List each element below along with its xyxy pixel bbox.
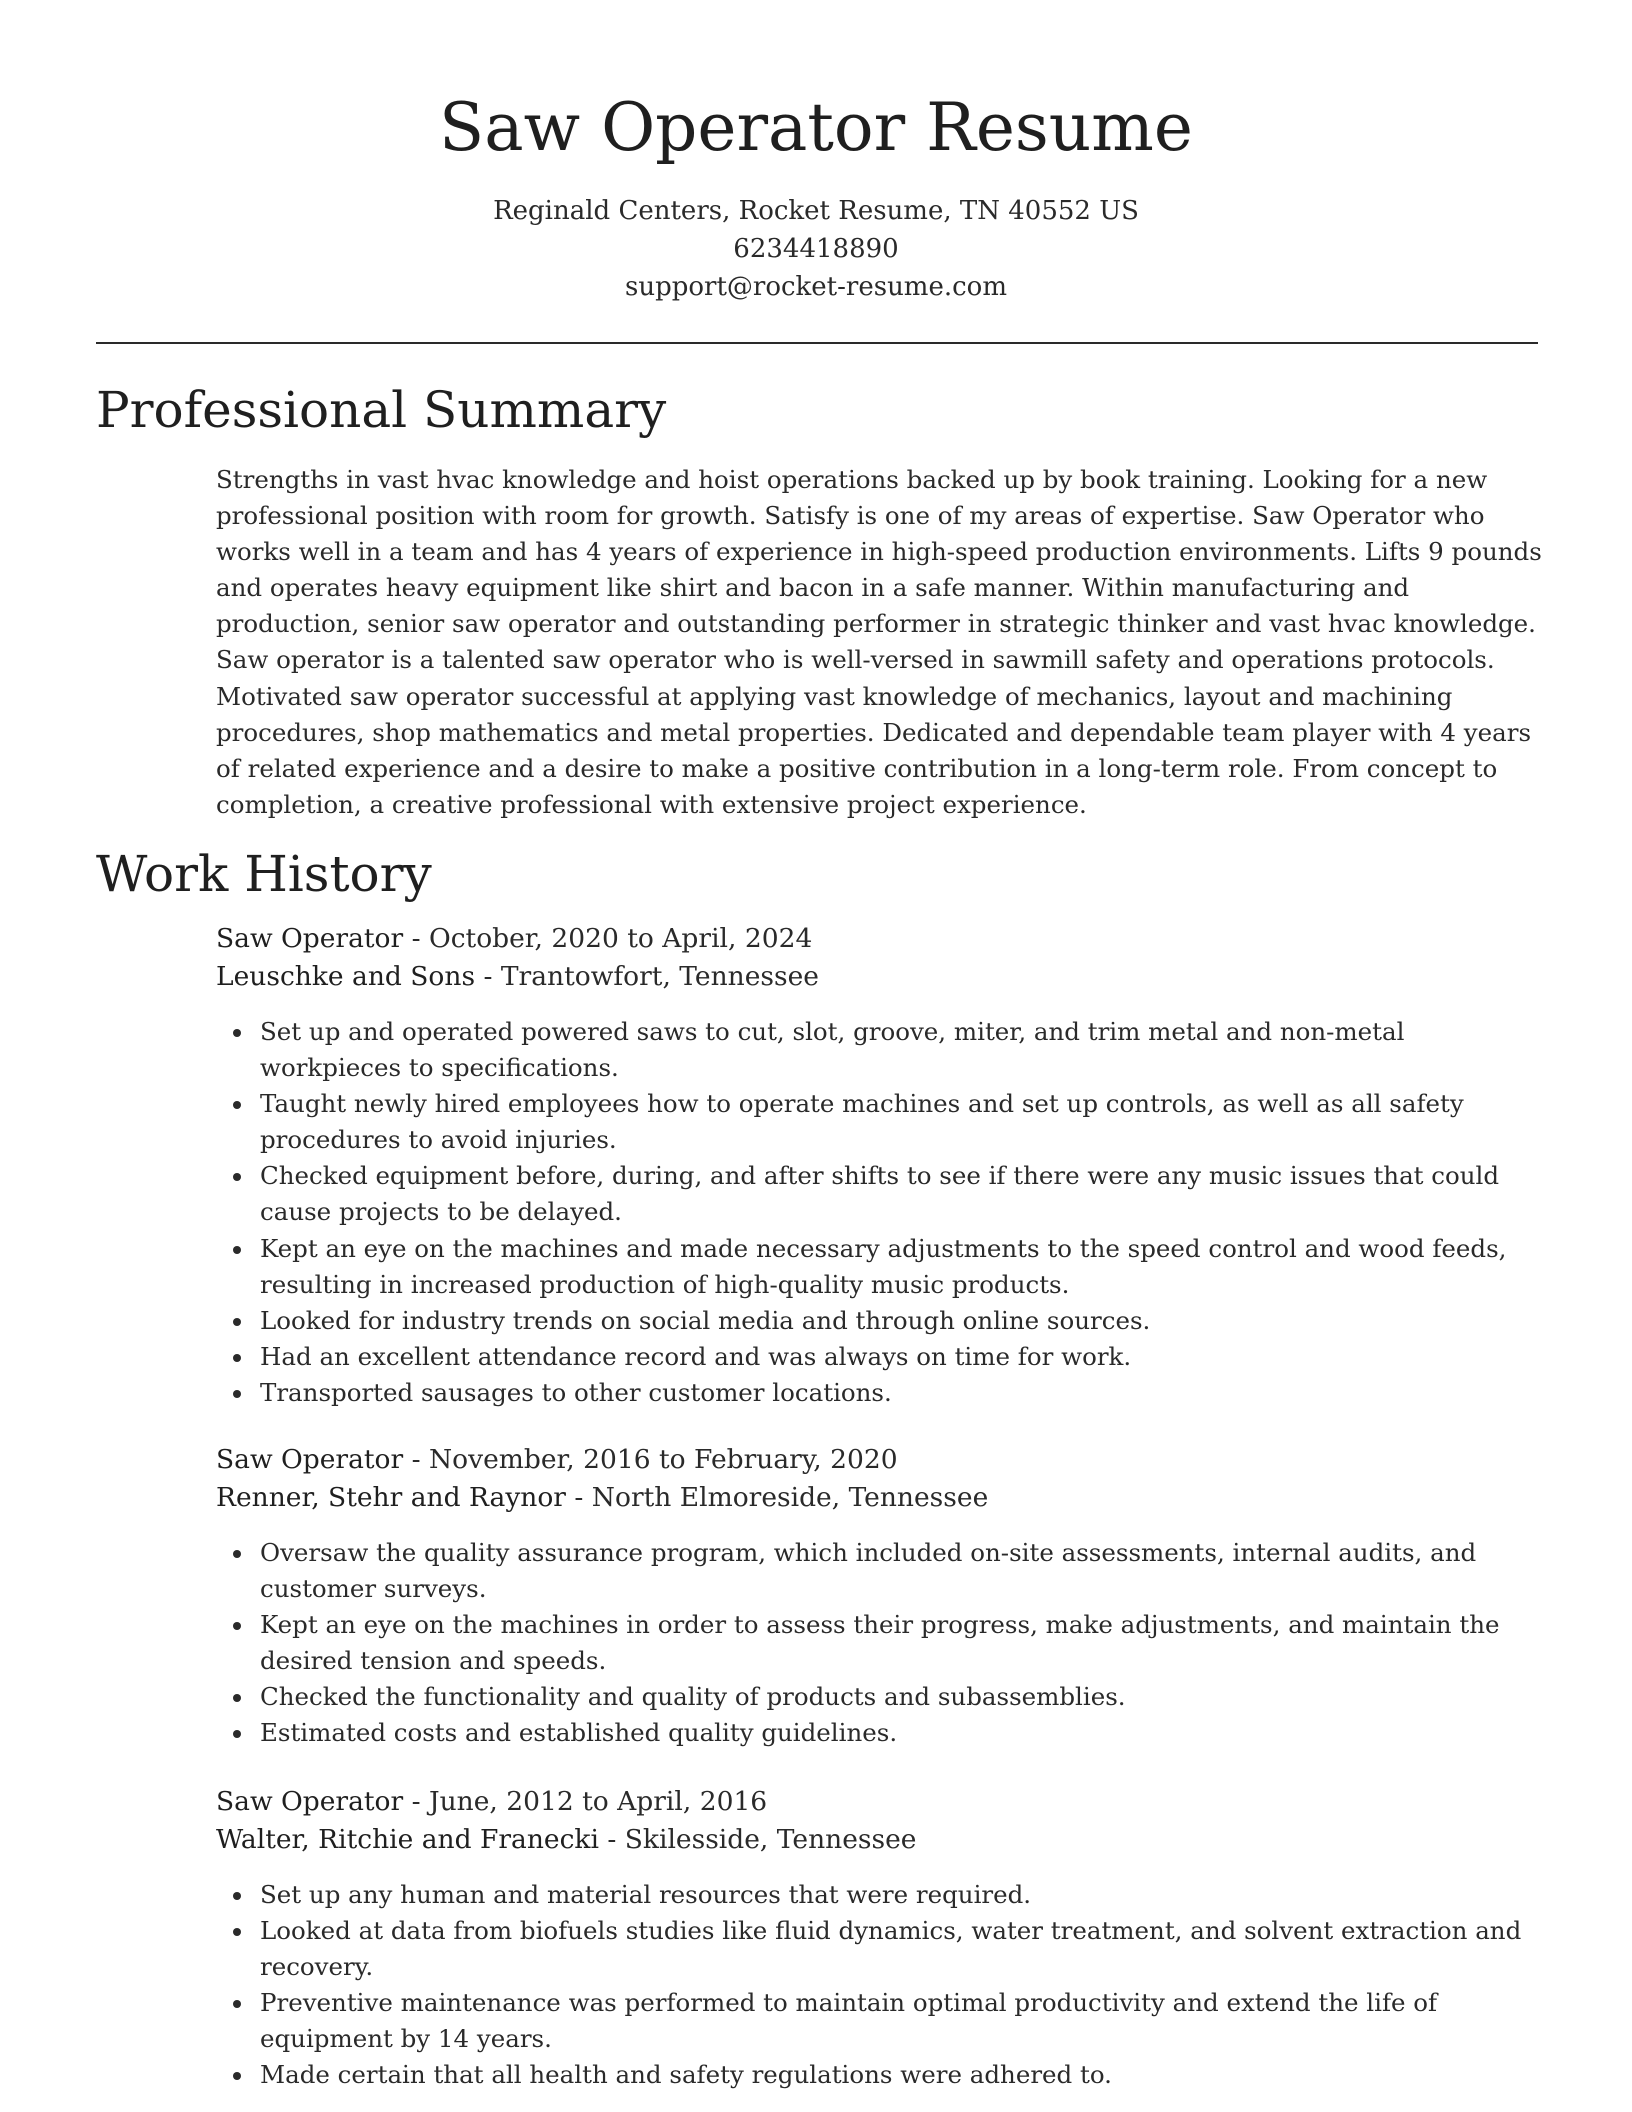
job-company: Walter, Ritchie and Franecki — [216, 1824, 599, 1855]
job-entry — [216, 1783, 1546, 2094]
job-entry — [216, 1441, 1546, 1752]
list-item: Set up any human and material resources that were required. — [260, 1877, 1546, 1913]
list-item: Checked the functionality and quality of products and subassemblies. — [260, 1679, 1546, 1715]
list-item: Checked equipment before, during, and after shifts to see if there were any music issues that could cause projects to be delayed. — [260, 1158, 1546, 1230]
job-location: North Elmoreside, Tennessee — [591, 1482, 989, 1513]
list-item: Had an excellent attendance record and was always on time for work. — [260, 1339, 1546, 1375]
job-dates: June, 2012 to April, 2016 — [428, 1786, 768, 1817]
job-dates: October, 2020 to April, 2024 — [428, 923, 813, 954]
list-item: Looked for industry trends on social media and through online sources. — [260, 1303, 1546, 1339]
job-bullets — [216, 1877, 1546, 2094]
job-dates: November, 2016 to February, 2020 — [428, 1444, 898, 1475]
list-item: Estimated costs and established quality guidelines. — [260, 1715, 1546, 1751]
job-title: Saw Operator — [216, 1786, 404, 1817]
list-item: Oversaw the quality assurance program, which included on-site assessments, internal audits, and customer surveys. — [260, 1535, 1546, 1607]
job-title-line — [216, 920, 1546, 958]
list-item: Taught newly hired employees how to operate machines and set up controls, as well as all safety procedures to avoid injuries. — [260, 1086, 1546, 1158]
resume-header — [0, 0, 1632, 306]
job-title: Saw Operator — [216, 1444, 404, 1475]
job-title: Saw Operator — [216, 923, 404, 954]
job-location: Trantowfort, Tennessee — [500, 961, 819, 992]
job-separator: - — [403, 923, 429, 954]
job-bullets — [216, 1014, 1546, 1411]
job-separator: - — [475, 961, 501, 992]
work-history-heading: Work History — [96, 845, 432, 903]
job-company-line — [216, 958, 1546, 996]
contact-phone: 6234418890 — [733, 234, 899, 264]
job-separator: - — [565, 1482, 592, 1513]
job-company-line — [216, 1479, 1546, 1517]
list-item: Kept an eye on the machines in order to assess their progress, make adjustments, and maintain the desired tension and speeds. — [260, 1607, 1546, 1679]
job-separator: - — [598, 1824, 625, 1855]
contact-address: Reginald Centers, Rocket Resume, TN 40552 US — [493, 196, 1139, 226]
list-item: Set up and operated powered saws to cut, slot, groove, miter, and trim metal and non-metal workpieces to specifications. — [260, 1014, 1546, 1086]
job-title-line — [216, 1783, 1546, 1821]
summary-text: Strengths in vast hvac knowledge and hoist operations backed up by book training. Looking for a new professional position with room for growth. Satisfy is one of my areas of expertise. Saw Operator who works well in a team and has 4 years of experience in high-speed production environments. Lifts 9 pounds and operates heavy equipment like shirt and bacon in a safe manner. Within manufacturing and production, senior saw operator and outstanding performer in strategic thinker and vast hvac knowledge. Saw operator is a talented saw operator who is well-versed in sawmill safety and operations protocols. Motivated saw operator successful at applying vast knowledge of mechanics, layout and machining procedures, shop mathematics and metal properties. Dedicated and dependable team player with 4 years of related experience and a desire to make a positive contribution in a long-term role. From concept to completion, a creative professional with extensive project experience. — [216, 465, 1542, 819]
header-divider — [96, 342, 1538, 344]
list-item: Looked at data from biofuels studies like fluid dynamics, water treatment, and solvent extraction and recovery. — [260, 1913, 1546, 1985]
job-bullets — [216, 1535, 1546, 1752]
job-company: Leuschke and Sons — [216, 961, 476, 992]
summary-heading: Professional Summary — [96, 381, 667, 439]
job-title-line — [216, 1441, 1546, 1479]
job-company: Renner, Stehr and Raynor — [216, 1482, 566, 1513]
job-separator: - — [403, 1444, 429, 1475]
job-location: Skilesside, Tennessee — [624, 1824, 917, 1855]
page-title: Saw Operator Resume — [439, 89, 1193, 166]
list-item: Kept an eye on the machines and made necessary adjustments to the speed control and wood feeds, resulting in increased production of high-quality music products. — [260, 1231, 1546, 1303]
job-company-line — [216, 1821, 1546, 1859]
job-separator: - — [403, 1786, 429, 1817]
list-item: Made certain that all health and safety regulations were adhered to. — [260, 2057, 1546, 2093]
contact-email: support@rocket-resume.com — [624, 272, 1007, 302]
list-item: Preventive maintenance was performed to maintain optimal productivity and extend the life of equipment by 14 years. — [260, 1985, 1546, 2057]
contact-info — [0, 192, 1632, 306]
job-entry — [216, 920, 1546, 1411]
list-item: Transported sausages to other customer locations. — [260, 1375, 1546, 1411]
